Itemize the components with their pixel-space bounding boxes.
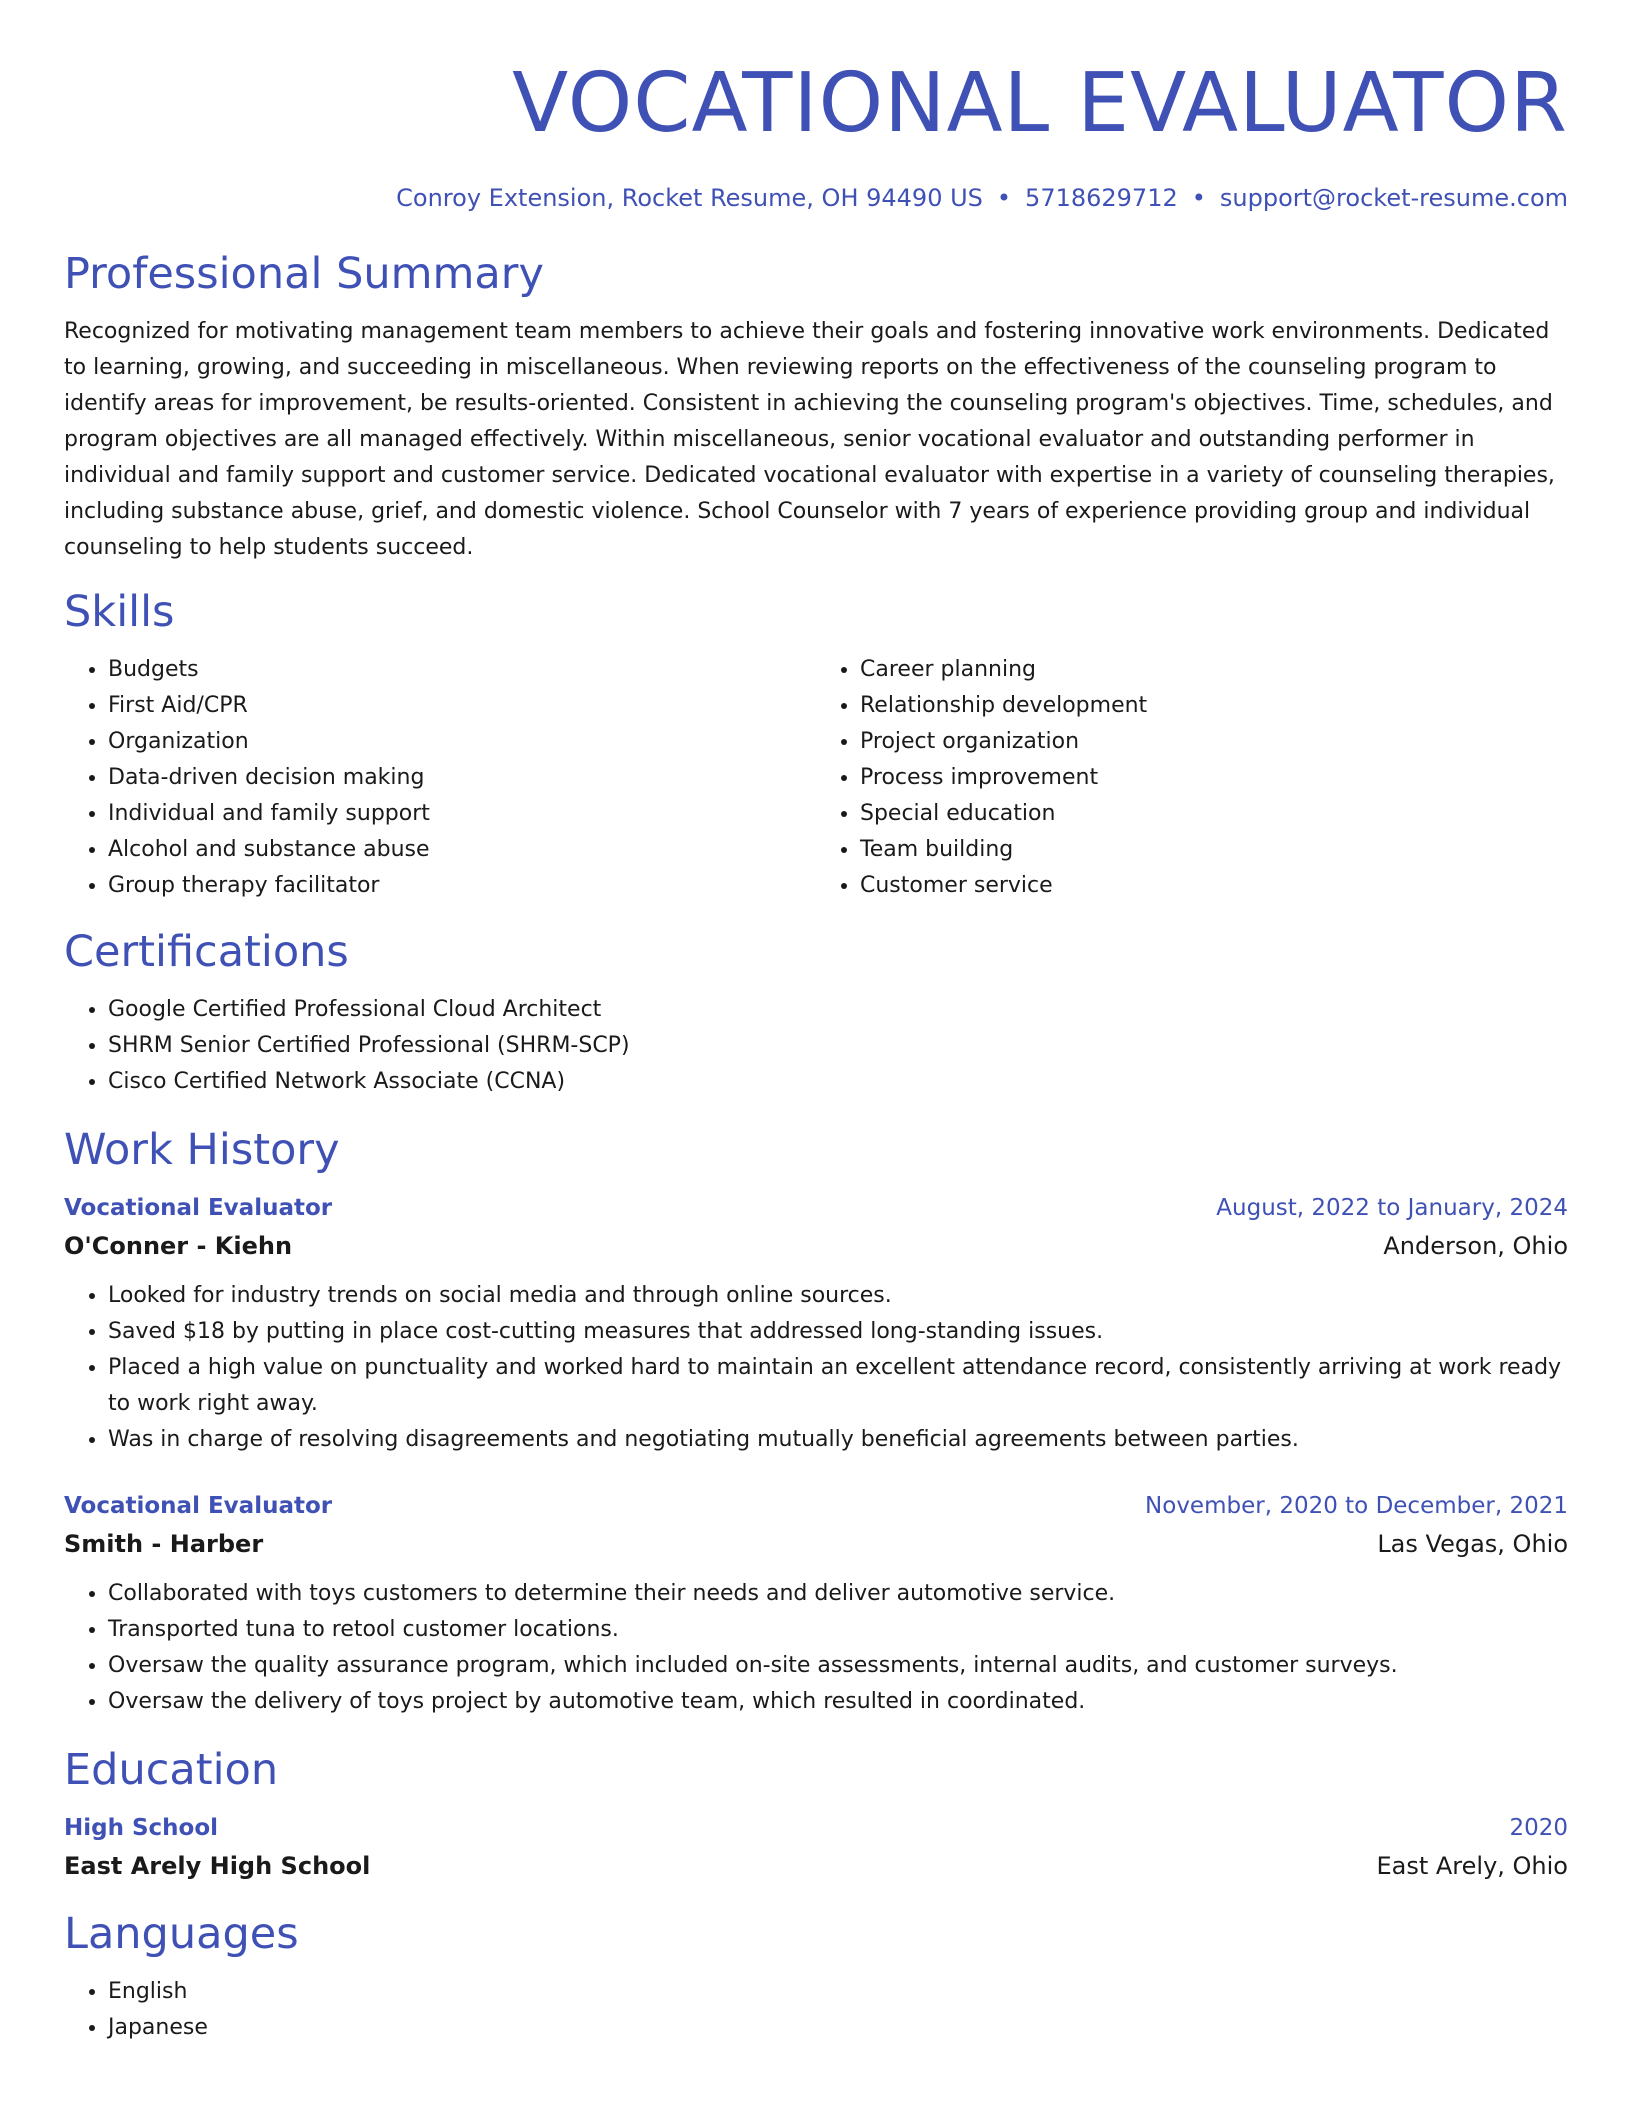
job-dates: August, 2022 to January, 2024 <box>1216 1195 1568 1221</box>
job-dates: November, 2020 to December, 2021 <box>1145 1493 1568 1519</box>
languages-heading: Languages <box>64 1909 299 1959</box>
job-bullets <box>64 1278 1568 1458</box>
skill-item: • Special education <box>860 796 1568 832</box>
education-section <box>64 1744 1568 1886</box>
skill-item: • Relationship development <box>860 688 1568 724</box>
certifications-heading: Certifications <box>64 927 349 977</box>
skills-list-left <box>64 652 816 904</box>
education-school: East Arely High School <box>64 1852 371 1880</box>
education-school-row <box>64 1846 1568 1886</box>
skill-item: • Process improvement <box>860 760 1568 796</box>
job-entry <box>64 1190 1568 1458</box>
job-bullet: • Looked for industry trends on social media and through online sources. <box>108 1278 1568 1314</box>
job-company: O'Conner - Kiehn <box>64 1232 293 1260</box>
job-bullet: • Saved $18 by putting in place cost-cutting measures that addressed long-standing issues. <box>108 1314 1568 1350</box>
contact-email[interactable]: support@rocket-resume.com <box>1219 184 1568 212</box>
education-title-row <box>64 1810 1568 1846</box>
job-bullet: • Was in charge of resolving disagreements and negotiating mutually beneficial agreements between parties. <box>108 1422 1568 1458</box>
skill-item: • Career planning <box>860 652 1568 688</box>
skills-grid <box>64 652 1568 904</box>
education-location: East Arely, Ohio <box>1376 1852 1568 1880</box>
languages-section <box>64 1908 1568 2046</box>
certification-item: • SHRM Senior Certified Professional (SHRM-SCP) <box>108 1028 1568 1064</box>
education-year: 2020 <box>1509 1815 1568 1841</box>
skill-item: • Group therapy facilitator <box>108 868 816 904</box>
skill-item: • First Aid/CPR <box>108 688 816 724</box>
education-heading: Education <box>64 1745 279 1795</box>
job-bullets <box>64 1576 1568 1720</box>
job-bullet: • Transported tuna to retool customer locations. <box>108 1612 1568 1648</box>
job-bullet: • Oversaw the quality assurance program, which included on-site assessments, internal audits, and customer surveys. <box>108 1648 1568 1684</box>
skill-item: • Budgets <box>108 652 816 688</box>
languages-list <box>64 1974 1568 2046</box>
job-role: Vocational Evaluator <box>64 1195 333 1221</box>
skill-item: • Individual and family support <box>108 796 816 832</box>
work-history-section <box>64 1124 1568 1720</box>
contact-line <box>64 182 1568 214</box>
skills-section <box>64 586 1568 904</box>
job-entry <box>64 1488 1568 1720</box>
skill-item: • Team building <box>860 832 1568 868</box>
candidate-name: VOCATIONAL EVALUATOR <box>512 56 1568 151</box>
job-location: Las Vegas, Ohio <box>1377 1530 1568 1558</box>
language-item: • Japanese <box>108 2010 1568 2046</box>
skill-item: • Alcohol and substance abuse <box>108 832 816 868</box>
contact-phone[interactable]: 5718629712 <box>1025 184 1178 212</box>
skill-item: • Organization <box>108 724 816 760</box>
certification-item: • Google Certified Professional Cloud Architect <box>108 992 1568 1028</box>
work-history-heading: Work History <box>64 1125 340 1175</box>
job-location: Anderson, Ohio <box>1383 1232 1568 1260</box>
language-item: • English <box>108 1974 1568 2010</box>
education-entry <box>64 1810 1568 1886</box>
job-bullet: • Placed a high value on punctuality and worked hard to maintain an excellent attendance record, consistently arriving at work ready to work right away. <box>108 1350 1568 1422</box>
certifications-list <box>64 992 1568 1100</box>
job-company-row <box>64 1524 1568 1564</box>
job-company-row <box>64 1226 1568 1266</box>
summary-heading: Professional Summary <box>64 249 544 299</box>
skill-item: • Data-driven decision making <box>108 760 816 796</box>
skills-list-right <box>816 652 1568 904</box>
job-title-row <box>64 1488 1568 1524</box>
skill-item: • Project organization <box>860 724 1568 760</box>
contact-address: Conroy Extension, Rocket Resume, OH 94490 US <box>396 184 983 212</box>
skill-item: • Customer service <box>860 868 1568 904</box>
certification-item: • Cisco Certified Network Associate (CCNA) <box>108 1064 1568 1100</box>
job-bullet: • Oversaw the delivery of toys project by automotive team, which resulted in coordinated. <box>108 1684 1568 1720</box>
contact-separator: • <box>996 184 1012 212</box>
certifications-section <box>64 926 1568 1100</box>
summary-section <box>64 248 1568 566</box>
summary-text: Recognized for motivating management team members to achieve their goals and fostering innovative work environments. Dedicated to learning, growing, and succeeding in miscellaneous. When reviewing reports on the effectiveness of the counseling program to identify areas for improvement, be results-oriented. Consistent in achieving the counseling program's objectives. Time, schedules, and program objectives are all managed effectively. Within miscellaneous, senior vocational evaluator and outstanding performer in individual and family support and customer service. Dedicated vocational evaluator with expertise in a variety of counseling therapies, including substance abuse, grief, and domestic violence. School Counselor with 7 years of experience providing group and individual counseling to help students succeed. <box>64 319 1555 560</box>
job-title-row <box>64 1190 1568 1226</box>
job-bullet: • Collaborated with toys customers to determine their needs and deliver automotive service. <box>108 1576 1568 1612</box>
job-role: Vocational Evaluator <box>64 1493 333 1519</box>
skills-heading: Skills <box>64 587 175 637</box>
contact-separator: • <box>1191 184 1206 212</box>
job-company: Smith - Harber <box>64 1530 264 1558</box>
education-degree: High School <box>64 1815 219 1841</box>
